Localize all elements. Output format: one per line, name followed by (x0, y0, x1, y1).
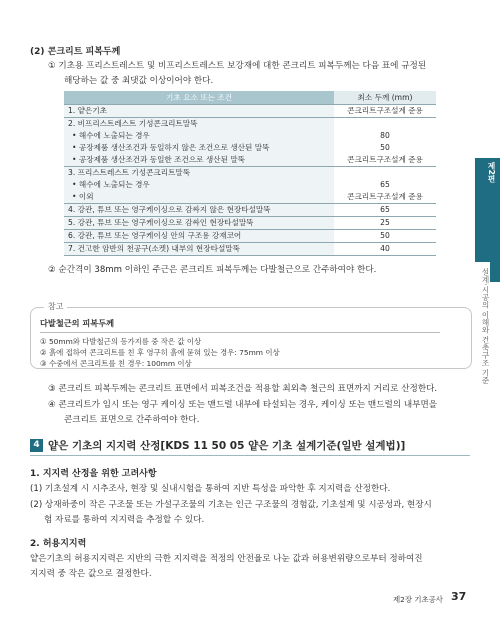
table-cell: 6. 강관, 튜브 또는 영구케이싱 안의 구조용 강재코어 (64, 230, 334, 243)
section-title: 얕은 기초의 지지력 산정[KDS 11 50 05 얕은 기초 설계기준(일반 설계법)] (48, 440, 406, 452)
paragraph-line: 험 자료를 통하여 지지력을 추정할 수 있다. (44, 515, 205, 525)
paragraph-line: ④ 콘크리트가 임시 또는 영구 케이싱 또는 맨드럴 내부에 타설되는 경우, 케이싱 또는 맨드럴의 내부면을 (48, 400, 438, 410)
table-cell: 50 (380, 143, 390, 152)
table-cell: 80 (380, 131, 390, 140)
table-cell: • 공장제품 생산조건과 동일한 조건으로 생산된 말뚝 (64, 154, 334, 167)
reference-divider (40, 332, 440, 333)
paragraph-line: (2) 상재하중이 작은 구조물 또는 가설구조물의 기초는 인근 구조물의 경험값, 기초설계 및 시공성과, 현장시 (30, 500, 432, 510)
paragraph-line: 콘크리트 표면으로 간주하여야 한다. (64, 415, 200, 425)
table-cell: 4. 강관, 튜브 또는 영구케이싱으로 감싸지 않은 현장타설말뚝 (64, 204, 334, 217)
table-cell: 25 (334, 217, 436, 230)
table-cell: 40 (334, 243, 436, 256)
cover-thickness-table (64, 91, 436, 256)
paragraph-line: ② 순간격이 38mm 이하인 주근은 콘크리트 피복두께는 다발철근으로 간주하여야 한다. (48, 265, 377, 275)
table-cell: 65 (380, 180, 390, 189)
table-cell: • 해수에 노출되는 경우 (64, 179, 334, 191)
paragraph-line: 지지력 중 작은 값으로 결정한다. (30, 569, 152, 579)
table-cell: • 이외 (64, 191, 334, 204)
table-header-row (64, 91, 436, 105)
paragraph-line: 해당하는 값 중 최댓값 이상이어야 한다. (64, 76, 214, 86)
table-cell: 3. 프리스트레스트 기성콘크리트말뚝 (64, 167, 334, 180)
table-cell: 콘크리트구조설계 준용 (347, 192, 423, 201)
table-row (64, 243, 436, 256)
side-tab-label: 제2편 (487, 162, 496, 183)
table-cell: 콘크리트구조설계 준용 (334, 105, 436, 118)
page-number: 37 (451, 590, 467, 603)
table-row (64, 105, 436, 118)
table-cell: 1. 얕은기초 (64, 105, 334, 118)
table-row (64, 217, 436, 230)
table-row (64, 167, 436, 180)
table-row (64, 118, 436, 131)
reference-item: ③ 수중에서 콘크리트를 친 경우: 100mm 이상 (40, 359, 192, 368)
table-row (64, 130, 436, 142)
table-row (64, 154, 436, 167)
table-cell: 65 (334, 204, 436, 217)
section-number-badge: 4 (30, 439, 43, 452)
table-cell (334, 167, 436, 180)
reference-tag: 참고 (44, 301, 67, 312)
table-header-cell: 기초 요소 또는 조건 (64, 91, 334, 105)
table-cell: 50 (334, 230, 436, 243)
table-cell (334, 118, 436, 131)
side-running-title: 설계·시공의 이해와 건축구조 기준 (481, 268, 490, 385)
side-tab-marker (490, 262, 500, 282)
paragraph-line: ③ 콘크리트 피복두께는 콘크리트 표면에서 피복조건을 적용할 최외측 철근의 표면까지 거리로 산정한다. (48, 384, 438, 394)
subsection-heading: 1. 지지력 산정을 위한 고려사항 (30, 469, 157, 479)
table-row (64, 191, 436, 204)
table-row (64, 179, 436, 191)
table-row (64, 230, 436, 243)
paragraph-line: (1) 기초설계 시 시추조사, 현장 및 실내시험을 통하여 지반 특성을 파악한 후 지지력을 산정한다. (30, 484, 391, 494)
reference-item: ② 흙에 접하여 콘크리트를 친 후 영구히 흙에 묻혀 있는 경우: 75mm 이상 (40, 348, 280, 357)
table-header-cell: 최소 두께 (mm) (334, 91, 436, 105)
paragraph-line: ① 기초용 프리스트레스트 및 비프리스트레스트 보강재에 대한 콘크리트 피복두께는 다음 표에 규정된 (48, 61, 427, 71)
table-cell: 7. 건고한 암반의 천공구(소켓) 내부의 현장타설말뚝 (64, 243, 334, 256)
table-cell: 2. 비프리스트레스트 기성콘크리트말뚝 (64, 118, 334, 131)
table-cell: 콘크리트구조설계 준용 (347, 155, 423, 164)
subsection-heading: 2. 허용지지력 (30, 539, 87, 549)
table-cell: • 공장제품 생산조건과 동일하지 않은 조건으로 생산된 말뚝 (64, 142, 334, 154)
paragraph-line: 얕은기초의 허용지지력은 지반의 극한 지지력을 적정의 안전율로 나눈 값과 허용변위량으로부터 정하여진 (30, 554, 423, 564)
subsection-heading: (2) 콘크리트 피복두께 (30, 47, 121, 57)
table-row (64, 204, 436, 217)
table-cell: 5. 강관, 튜브 또는 영구케이싱으로 감싸인 현장타설말뚝 (64, 217, 334, 230)
footer-chapter-label: 제2장 기초공사 (393, 595, 443, 604)
section-divider (30, 455, 470, 456)
table-cell: • 해수에 노출되는 경우 (64, 130, 334, 142)
reference-title: 다발철근의 피복두께 (40, 318, 115, 328)
table-row (64, 142, 436, 154)
reference-item: ① 50mm와 다발철근의 등가지름 중 작은 값 이상 (40, 337, 202, 346)
